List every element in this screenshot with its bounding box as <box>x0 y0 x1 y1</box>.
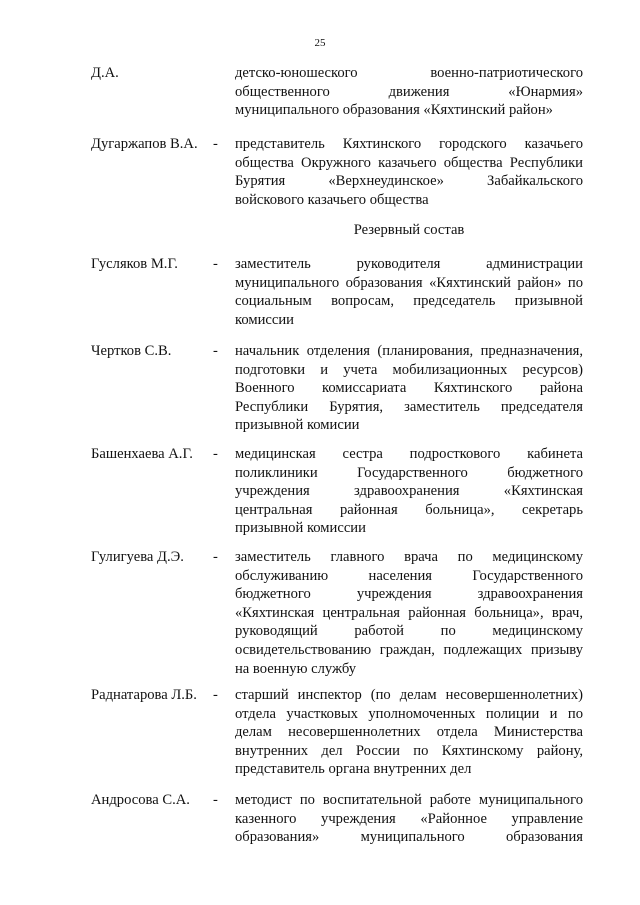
dash-separator: - <box>213 256 218 272</box>
person-name: Башенхаева А.Г. <box>91 446 193 462</box>
description-line: начальник отделения (планирования, предназначения, <box>235 343 583 359</box>
description-line: Военного комиссариата Кяхтинского района <box>235 380 583 397</box>
description-line: комиссии <box>235 311 294 328</box>
description-line: учреждения здравоохранения «Кяхтинская <box>235 483 583 500</box>
position-description <box>235 686 583 779</box>
description-line: заместитель руководителя администрации <box>235 256 583 272</box>
description-line: призывной комиссии <box>235 520 366 537</box>
section-title: Резервный состав <box>353 222 465 238</box>
description-line: методист по воспитательной работе муниципального <box>235 792 583 808</box>
position-description <box>235 64 583 120</box>
dash-separator: - <box>213 687 218 703</box>
description-line: детско-юношеского военно-патриотического <box>235 65 583 81</box>
description-line: обслуживанию населения Государственного <box>235 567 583 584</box>
dash-separator: - <box>213 792 218 808</box>
description-line: социальным вопросам, председатель призывной <box>235 293 583 310</box>
description-line: муниципального образования «Кяхтинский район» <box>235 102 553 119</box>
person-name: Дугаржапов В.А. <box>91 136 198 152</box>
description-line: Республики Бурятия, заместитель председателя <box>235 398 583 415</box>
description-line: старший инспектор (по делам несовершеннолетних) <box>235 687 583 703</box>
dash-separator: - <box>213 343 218 359</box>
person-name: Чертков С.В. <box>91 343 172 359</box>
person-name: Д.А. <box>91 65 119 81</box>
position-description <box>235 791 583 847</box>
position-description <box>235 135 583 209</box>
description-line: освидетельствованию граждан, подлежащих призыву <box>235 641 583 658</box>
dash-separator: - <box>213 136 218 152</box>
description-line: казенного учреждения «Районное управление <box>235 810 583 827</box>
description-line: представитель Кяхтинского городского казачьего <box>235 136 583 152</box>
description-line: отдела участковых уполномоченных полиции и по <box>235 705 583 722</box>
page-number: 25 <box>314 37 326 49</box>
description-line: заместитель главного врача по медицинскому <box>235 549 583 565</box>
position-description <box>235 548 583 678</box>
person-name: Гусляков М.Г. <box>91 256 178 272</box>
description-line: образования» муниципального образования <box>235 829 583 846</box>
description-line: представитель органа внутренних дел <box>235 761 472 778</box>
description-line: Бурятия «Верхнеудинское» Забайкальского <box>235 173 583 190</box>
description-line: призывной комисии <box>235 417 360 434</box>
dash-separator: - <box>213 446 218 462</box>
description-line: общественного движения «Юнармия» <box>235 83 583 100</box>
description-line: муниципального образования «Кяхтинский район» по <box>235 274 583 291</box>
description-line: бюджетного учреждения здравоохранения <box>235 586 583 603</box>
description-line: делам несовершеннолетних отдела Министерства <box>235 724 583 741</box>
position-description <box>235 342 583 435</box>
description-line: медицинская сестра подросткового кабинета <box>235 446 583 462</box>
person-name: Андросова С.А. <box>91 792 190 808</box>
description-line: руководящий работой по медицинскому <box>235 623 583 640</box>
description-line: на военную службу <box>235 660 357 677</box>
description-line: поликлиники Государственного бюджетного <box>235 464 583 481</box>
position-description <box>235 255 583 329</box>
person-name: Гулигуева Д.Э. <box>91 549 184 565</box>
description-line: «Кяхтинская центральная районная больница», врач, <box>235 604 583 621</box>
description-line: подготовки и учета мобилизационных ресурсов) <box>235 361 583 378</box>
description-line: войскового казачьего общества <box>235 191 429 208</box>
description-line: внутренних дел России по Кяхтинскому району, <box>235 742 583 759</box>
description-line: общества Окружного казачьего общества Республики <box>235 154 583 171</box>
description-line: центральная районная больница», секретарь <box>235 501 583 518</box>
position-description <box>235 445 583 538</box>
person-name: Раднатарова Л.Б. <box>91 687 197 703</box>
dash-separator: - <box>213 549 218 565</box>
